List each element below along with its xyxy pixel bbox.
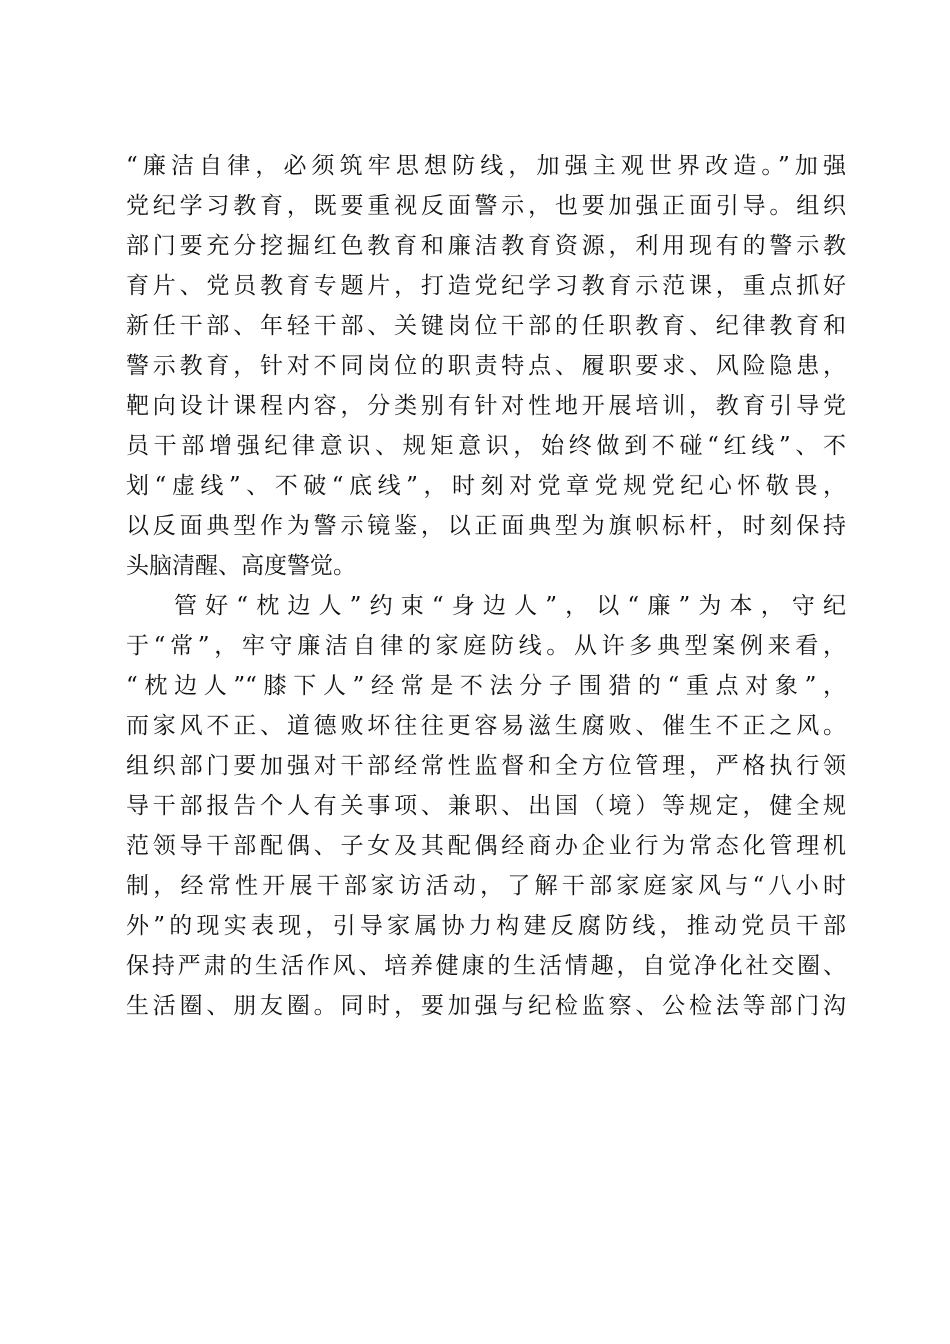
paragraph-2-line-11: 生活圈、朋友圈。同时，要加强与纪检监察、公检法等部门沟 [126,993,846,1019]
paragraph-2-line-10: 保持严肃的生活作风、培养健康的生活情趣，自觉净化社交圈、 [126,953,846,979]
paragraph-2-line-8: 制，经常性开展干部家访活动，了解干部家庭家风与“八小时 [126,873,846,899]
paragraph-1-line-7: 靶向设计课程内容，分类别有针对性地开展培训，教育引导党 [126,393,846,419]
paragraph-1-line-1: “廉洁自律，必须筑牢思想防线，加强主观世界改造。”加强 [126,153,846,179]
paragraph-2-line-3: “枕边人”“膝下人”经常是不法分子围猎的“重点对象”， [126,673,846,699]
paragraph-2-line-6: 导干部报告个人有关事项、兼职、出国（境）等规定，健全规 [126,793,846,819]
paragraph-1-line-2: 党纪学习教育，既要重视反面警示，也要加强正面引导。组织 [126,193,846,219]
paragraph-1-line-3: 部门要充分挖掘红色教育和廉洁教育资源，利用现有的警示教 [126,233,846,259]
paragraph-1-line-11: 头脑清醒、高度警觉。 [126,553,356,579]
paragraph-1-line-10: 以反面典型作为警示镜鉴，以正面典型为旗帜标杆，时刻保持 [126,513,846,539]
paragraph-2-line-2: 于“常”，牢守廉洁自律的家庭防线。从许多典型案例来看， [126,633,846,659]
paragraph-1-line-5: 新任干部、年轻干部、关键岗位干部的任职教育、纪律教育和 [126,313,846,339]
paragraph-2-line-9: 外”的现实表现，引导家属协力构建反腐防线，推动党员干部 [126,913,846,939]
paragraph-1-line-8: 员干部增强纪律意识、规矩意识，始终做到不碰“红线”、不 [126,433,846,459]
paragraph-1-line-6: 警示教育，针对不同岗位的职责特点、履职要求、风险隐患， [126,353,846,379]
paragraph-2-line-1: 管好“枕边人”约束“身边人”，以“廉”为本，守纪 [174,593,846,619]
paragraph-2-line-5: 组织部门要加强对干部经常性监督和全方位管理，严格执行领 [126,753,846,779]
paragraph-1-line-9: 划“虚线”、不破“底线”，时刻对党章党规党纪心怀敬畏， [126,473,846,499]
paragraph-1-line-4: 育片、党员教育专题片，打造党纪学习教育示范课，重点抓好 [126,273,846,299]
paragraph-2-line-7: 范领导干部配偶、子女及其配偶经商办企业行为常态化管理机 [126,833,846,859]
paragraph-2-line-4: 而家风不正、道德败坏往往更容易滋生腐败、催生不正之风。 [126,713,846,739]
body-text [126,146,846,1026]
